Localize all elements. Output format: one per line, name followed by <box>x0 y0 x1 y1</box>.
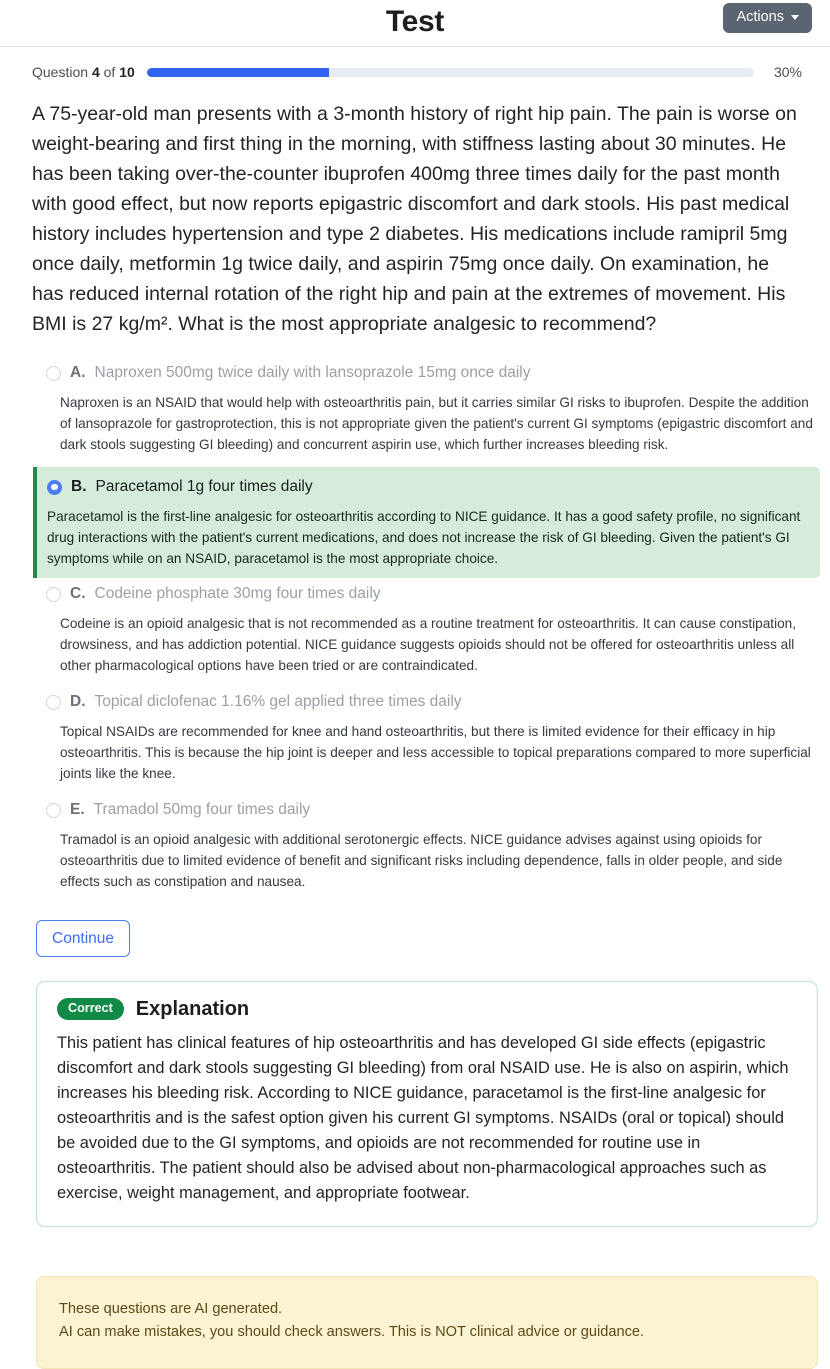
continue-button-wrap <box>0 904 830 957</box>
radio-selected-icon[interactable] <box>47 480 62 495</box>
answer-option-text: Topical diclofenac 1.16% gel applied three times daily <box>94 693 462 710</box>
radio-unselected-icon[interactable] <box>46 695 61 710</box>
answer-option-header[interactable] <box>46 473 810 501</box>
explanation-card <box>36 981 818 1227</box>
answer-option-rationale: Topical NSAIDs are recommended for knee and hand osteoarthritis, but there is limited evidence for their efficacy in hip osteoarthritis. This is because the hip joint is deeper and less accessible to topical preparations compared to more superficial joints like the knee. <box>60 724 811 781</box>
answer-option-rationale: Tramadol is an opioid analgesic with additional serotonergic effects. NICE guidance advises against using opioids for osteoarthritis due to limited evidence of benefit and significant risks including dependence, falls in older people, and side effects such as constipation and nausea. <box>60 832 783 889</box>
answer-options-list <box>46 359 820 902</box>
ai-disclaimer-banner <box>36 1276 818 1369</box>
question-counter-total: 10 <box>119 64 135 80</box>
question-counter-prefix: Question <box>32 64 89 80</box>
answer-option-header[interactable] <box>46 359 820 387</box>
explanation-header <box>57 998 797 1020</box>
progress-bar-fill <box>147 68 329 77</box>
answer-option-e[interactable] <box>46 796 820 902</box>
answer-option-rationale: Codeine is an opioid analgesic that is not recommended as a routine treatment for osteoarthritis. It can cause constipation, drowsiness, and has addiction potential. NICE guidance suggests opioids should not be offered for osteoarthritis unless all other pharmacological options have been tried or are contraindicated. <box>60 616 796 673</box>
answer-option-letter: E. <box>70 801 85 818</box>
answer-option-letter: D. <box>70 693 86 710</box>
radio-unselected-icon[interactable] <box>46 587 61 602</box>
radio-unselected-icon[interactable] <box>46 366 61 381</box>
answer-option-text: Codeine phosphate 30mg four times daily <box>94 585 381 602</box>
disclaimer-line-1: These questions are AI generated. <box>59 1300 283 1317</box>
chevron-down-icon <box>791 15 799 20</box>
answer-option-letter: C. <box>70 585 86 602</box>
page-title: Test <box>385 5 445 38</box>
answer-option-rationale: Paracetamol is the first-line analgesic for osteoarthritis according to NICE guidance. It has a good safety profile, no significant drug interactions with the patient's current medications, and does not increase the risk of GI bleeding. Given the patient's GI symptoms while on an NSAID, paracetamol is the most appropriate choice. <box>47 509 801 566</box>
explanation-title: Explanation <box>135 997 250 1020</box>
answer-option-letter: B. <box>71 478 87 495</box>
progress-percent-label: 30% <box>773 64 802 80</box>
answer-option-header[interactable] <box>46 688 820 716</box>
radio-unselected-icon[interactable] <box>46 803 61 818</box>
explanation-body: This patient has clinical features of hip osteoarthritis and has developed GI side effects (epigastric discomfort and dark stools suggesting GI bleeding) from oral NSAID use. He is also on aspirin, which increases his bleeding risk. According to NICE guidance, paracetamol is the first-line analgesic for osteoarthritis and is the safest option given his current GI symptoms. NSAIDs (oral or topical) should be avoided due to the GI symptoms, and opioids are not recommended for routine use in osteoarthritis. The patient should also be advised about non-pharmacological approaches such as exercise, weight management, and appropriate footwear. <box>57 1033 789 1202</box>
continue-button[interactable]: Continue <box>36 920 130 957</box>
actions-button[interactable] <box>723 3 812 33</box>
disclaimer-line-2: AI can make mistakes, you should check answers. This is NOT clinical advice or guidance. <box>59 1323 645 1340</box>
answer-option-text: Tramadol 50mg four times daily <box>93 801 311 818</box>
app-header <box>0 0 830 47</box>
answer-option-b[interactable] <box>33 467 820 578</box>
question-counter <box>32 64 135 80</box>
answer-option-d[interactable] <box>46 688 820 794</box>
progress-bar <box>147 68 754 77</box>
actions-button-label: Actions <box>736 9 784 25</box>
question-counter-current: 4 <box>91 64 100 80</box>
answer-option-a[interactable] <box>46 359 820 465</box>
question-counter-middle: of <box>103 64 116 80</box>
progress-row <box>0 47 830 80</box>
answer-option-c[interactable] <box>46 580 820 686</box>
answer-option-text: Naproxen 500mg twice daily with lansoprazole 15mg once daily <box>94 364 531 381</box>
answer-option-rationale: Naproxen is an NSAID that would help with osteoarthritis pain, but it carries similar GI risks to ibuprofen. Despite the addition of lansoprazole for gastroprotection, this is not appropriate given the patient's current GI symptoms (epigastric discomfort and dark stools suggesting GI bleeding) and concurrent aspirin use, which further increases bleeding risk. <box>60 395 813 452</box>
answer-option-header[interactable] <box>46 796 820 824</box>
answer-option-text: Paracetamol 1g four times daily <box>95 478 313 495</box>
answer-option-letter: A. <box>70 364 86 381</box>
status-badge: Correct <box>57 998 124 1020</box>
question-stem: A 75-year-old man presents with a 3-month history of right hip pain. The pain is worse on weight-bearing and first thing in the morning, with stiffness lasting about 30 minutes. He has been taking over-the-counter ibuprofen 400mg three times daily for the past month with good effect, but now reports epigastric discomfort and dark stools. His past medical history includes hypertension and type 2 diabetes. His medications include ramipril 5mg once daily, metformin 1g twice daily, and aspirin 75mg once daily. On examination, he has reduced internal rotation of the right hip and pain at the extremes of movement. His BMI is 27 kg/m². What is the most appropriate analgesic to recommend? <box>32 103 797 335</box>
answer-option-header[interactable] <box>46 580 820 608</box>
